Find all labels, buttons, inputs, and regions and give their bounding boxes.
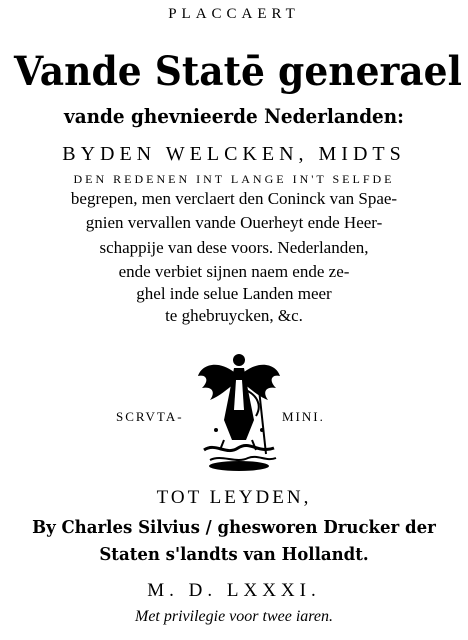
subtitle-line-2: DEN REDENEN INT LANGE IN'T SELFDE bbox=[73, 172, 395, 186]
body-line-3: schappije van dese voors. Nederlanden, bbox=[99, 238, 369, 257]
body-line-4: ende verbiet sijnen naem ende ze- bbox=[118, 262, 350, 281]
body-line-2: gnien vervallen vande Ouerheyt ende Heer- bbox=[85, 213, 383, 232]
imprint-printer-line-1: By Charles Silvius / ghesworen Drucker der bbox=[32, 517, 436, 538]
title-united-netherlands: vande ghevnieerde Nederlanden: bbox=[64, 104, 404, 128]
subtitle-line-1: BYDEN WELCKEN, MIDTS bbox=[62, 143, 406, 165]
body-line-1: begrepen, men verclaert den Coninck van Spae- bbox=[70, 189, 398, 208]
printer-emblem-angel-icon bbox=[196, 350, 282, 474]
imprint-year: M. D. LXXXI. bbox=[147, 580, 321, 601]
body-line-5: ghel inde selue Landen meer bbox=[136, 284, 332, 303]
imprint-privilege: Met privilegie voor twee iaren. bbox=[134, 608, 333, 625]
motto-left: SCRVTA- bbox=[116, 409, 184, 424]
title-placcaert: PLACCAERT bbox=[168, 6, 300, 22]
imprint-printer-line-2: Staten s'landts van Hollandt. bbox=[99, 544, 369, 565]
body-line-6: te ghebruycken, &c. bbox=[165, 306, 303, 325]
motto-right: MINI. bbox=[282, 409, 325, 424]
title-states-general: Vande Statē generael bbox=[14, 48, 462, 95]
imprint-place: TOT LEYDEN, bbox=[156, 487, 312, 508]
